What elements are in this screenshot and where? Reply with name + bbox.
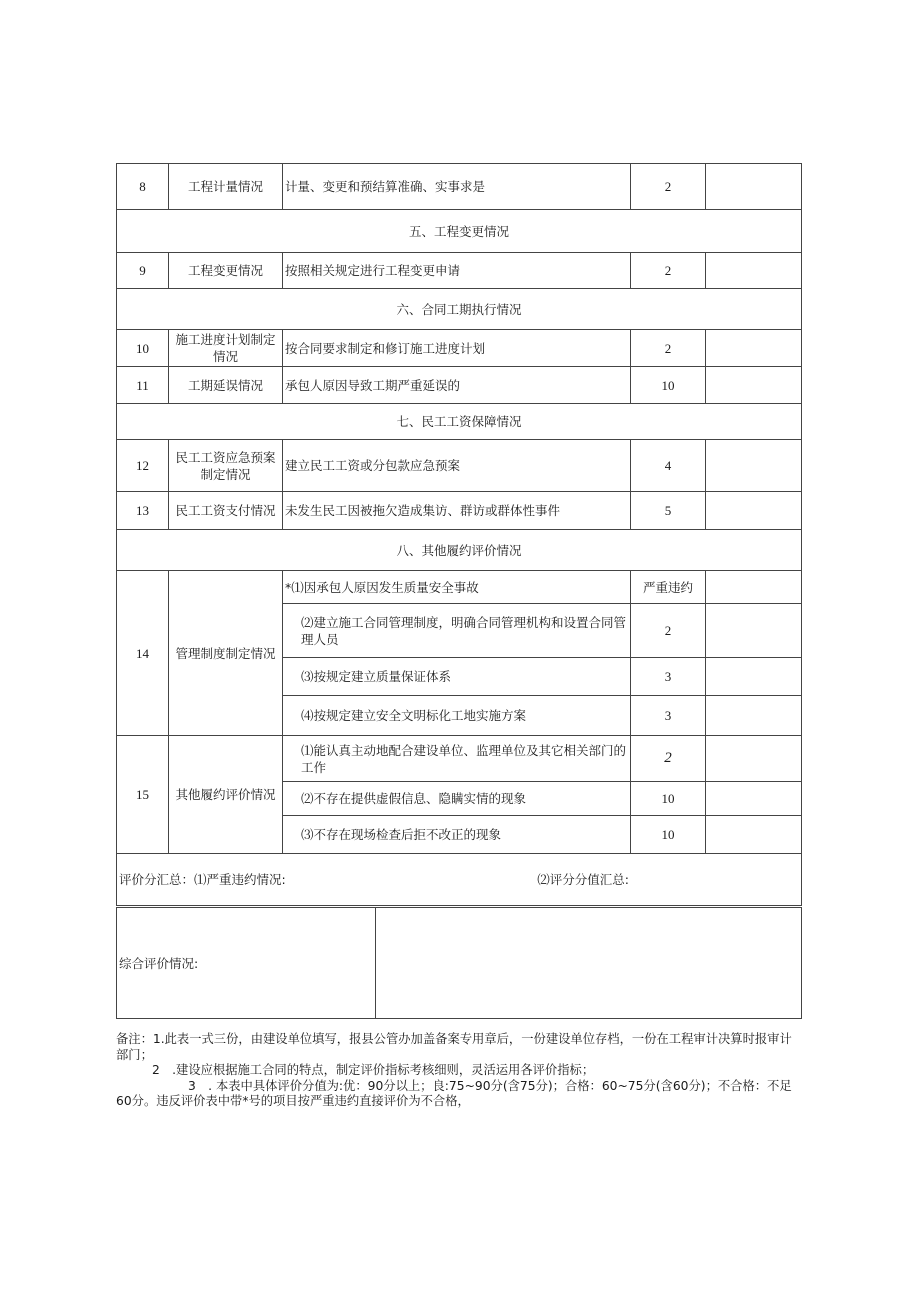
note-2: 2 .建设应根据施工合同的特点，制定评价指标考核细则，灵活运用各评价指标；	[152, 1063, 595, 1077]
row-number: 9	[117, 253, 169, 289]
result-cell	[706, 782, 802, 816]
sub-standard: ⑵不存在提供虚假信息、隐瞒实情的现象	[283, 782, 631, 816]
result-cell	[706, 604, 802, 658]
section-row	[117, 530, 802, 571]
overall-value	[376, 908, 802, 1019]
section-title: 五、工程变更情况	[117, 210, 802, 253]
result-cell	[706, 330, 802, 367]
score: 5	[631, 492, 706, 530]
score: 10	[631, 367, 706, 404]
overall-row	[117, 908, 802, 1019]
table-row	[117, 164, 802, 210]
note-3	[116, 1079, 801, 1110]
section-row	[117, 289, 802, 330]
item-name: 民工工资应急预案制定情况	[169, 440, 283, 492]
score: 2	[631, 604, 706, 658]
serious-breach-summary: 评价分汇总：⑴严重违约情况:	[119, 872, 286, 887]
score: 2	[631, 736, 706, 782]
score: 3	[631, 696, 706, 736]
score: 2	[631, 330, 706, 367]
item-name: 工期延误情况	[169, 367, 283, 404]
section-title: 七、民工工资保障情况	[117, 404, 802, 440]
row-number: 10	[117, 330, 169, 367]
evaluation-standard: 承包人原因导致工期严重延误的	[283, 367, 631, 404]
evaluation-standard: 按合同要求制定和修订施工进度计划	[283, 330, 631, 367]
sub-standard: ⑶不存在现场检查后拒不改正的现象	[283, 816, 631, 854]
table-row	[117, 253, 802, 289]
score: 2	[631, 253, 706, 289]
item-name: 施工进度计划制定情况	[169, 330, 283, 367]
result-cell	[706, 440, 802, 492]
item-name: 工程变更情况	[169, 253, 283, 289]
score: 3	[631, 658, 706, 696]
table-row	[117, 440, 802, 492]
score: 4	[631, 440, 706, 492]
score: 10	[631, 816, 706, 854]
sub-standard: ⑵建立施工合同管理制度，明确合同管理机构和设置合同管理人员	[283, 604, 631, 658]
overall-label: 综合评价情况:	[117, 908, 376, 1019]
row-number: 13	[117, 492, 169, 530]
result-cell	[706, 571, 802, 604]
result-cell	[706, 696, 802, 736]
table-row	[117, 492, 802, 530]
overall-evaluation-table	[116, 907, 802, 1019]
table-row	[117, 330, 802, 367]
result-cell	[706, 658, 802, 696]
note-3-text: 3 . 本表中具体评价分值为:优：90分以上；良:75~90分(含75分)；合格：60~75分(含60分)；不合格：不足60分。违反评价表中带*号的项目按严重违约直接评价为不合格，	[116, 1078, 792, 1108]
table-row	[117, 736, 802, 782]
evaluation-standard: 未发生民工因被拖欠造成集访、群访或群体性事件	[283, 492, 631, 530]
score-total-summary: ⑵评分分值汇总:	[537, 872, 629, 887]
evaluation-standard: 建立民工工资或分包款应急预案	[283, 440, 631, 492]
summary-row	[117, 854, 802, 906]
table-row	[117, 367, 802, 404]
item-name: 其他履约评价情况	[169, 736, 283, 854]
item-name: 工程计量情况	[169, 164, 283, 210]
section-title: 六、合同工期执行情况	[117, 289, 802, 330]
section-row	[117, 210, 802, 253]
row-number: 11	[117, 367, 169, 404]
summary-cell	[117, 854, 802, 906]
score: 10	[631, 782, 706, 816]
evaluation-table	[116, 163, 802, 906]
result-cell	[706, 164, 802, 210]
section-title: 八、其他履约评价情况	[117, 530, 802, 571]
sub-standard: *⑴因承包人原因发生质量安全事故	[283, 571, 631, 604]
item-name: 管理制度制定情况	[169, 571, 283, 736]
section-row	[117, 404, 802, 440]
evaluation-standard: 按照相关规定进行工程变更申请	[283, 253, 631, 289]
row-number: 15	[117, 736, 169, 854]
row-number: 14	[117, 571, 169, 736]
result-cell	[706, 492, 802, 530]
result-cell	[706, 367, 802, 404]
sub-standard: ⑶按规定建立质量保证体系	[283, 658, 631, 696]
sub-standard: ⑴能认真主动地配合建设单位、监理单位及其它相关部门的工作	[283, 736, 631, 782]
score: 2	[631, 164, 706, 210]
note-1: 备注：1.此表一式三份，由建设单位填写，报县公管办加盖备案专用章后，一份建设单位存档，一份在工程审计决算时报审计部门；	[116, 1032, 792, 1062]
sub-standard: ⑷按规定建立安全文明标化工地实施方案	[283, 696, 631, 736]
score: 严重违约	[631, 571, 706, 604]
table-row	[117, 571, 802, 604]
result-cell	[706, 736, 802, 782]
notes-section	[116, 1032, 801, 1110]
item-name: 民工工资支付情况	[169, 492, 283, 530]
row-number: 12	[117, 440, 169, 492]
result-cell	[706, 253, 802, 289]
row-number: 8	[117, 164, 169, 210]
evaluation-standard: 计量、变更和预结算准确、实事求是	[283, 164, 631, 210]
result-cell	[706, 816, 802, 854]
